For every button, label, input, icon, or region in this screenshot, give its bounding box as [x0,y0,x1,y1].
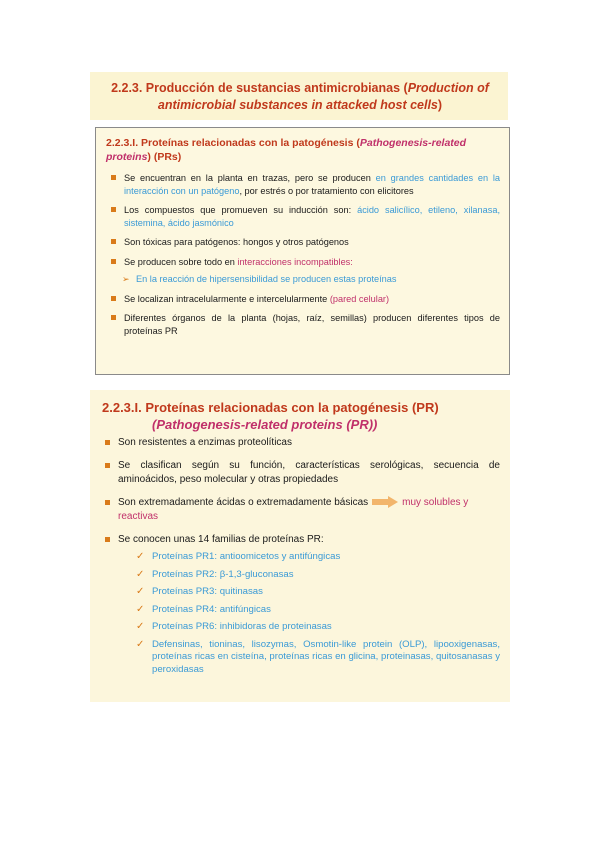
checkmark-icon: ✓ [136,586,145,597]
family-item [118,586,500,599]
square-bullet-icon [111,207,116,212]
item-text: Se clasifican según su función, características serológicas, secuencia de aminoácidos, peso molecular y otras propiedades [118,460,500,485]
item-text: Se encuentran en la planta en trazas, pero se producen [124,173,376,183]
square-bullet-icon [105,537,110,542]
item-text: Se localizan intracelularmente e intercelularmente [124,293,330,304]
list-item [110,293,500,306]
sub-list-item [110,273,500,286]
slide2-heading [102,399,502,433]
title-close: ) [437,98,443,112]
right-arrow-icon [372,496,398,508]
family-item [118,569,500,582]
slide1-bullet-list [110,172,500,344]
family-text: Defensinas, tioninas, lisozymas, Osmotin-like protein (OLP), lipooxigenasas, proteínas ricas en cisteína, proteínas ricas en glicina, proteinasas, quitosanasas y peroxidasas [152,638,500,675]
item-text: Son tóxicas para patógenos: hongos y otros patógenos [124,237,349,247]
checkmark-icon: ✓ [136,551,145,562]
list-item [110,312,500,337]
square-bullet-icon [111,296,116,301]
list-item [110,256,500,269]
item-text: Son extremadamente ácidas o extremadamente básicas [118,497,369,508]
slide1-heading [106,136,501,164]
slide-pr-proteins-2 [90,390,510,702]
family-text: Proteínas PR1: antioomicetos y antifúngicas [152,551,341,562]
square-bullet-icon [105,440,110,445]
item-text: Los compuestos que promueven su inducción son: [124,205,358,215]
checkmark-icon: ✓ [136,568,145,580]
item-text: Se producen sobre todo en [124,256,238,267]
item-highlight: interacciones incompatibles: [237,256,353,267]
item-highlight: ácido salicílico, etileno, xilanasa, sistemina, ácido jasmónico [124,205,501,228]
square-bullet-icon [111,175,116,180]
item-text: Se conocen unas 14 familias de proteínas PR: [118,534,324,545]
square-bullet-icon [111,239,116,244]
list-item [104,496,500,524]
family-item [118,621,500,634]
family-text: Proteínas PR6: inhibidoras de proteinasas [152,621,332,632]
family-text: Proteínas PR2: β-1,3-gluconasas [152,568,294,580]
list-item [104,459,500,487]
square-bullet-icon [111,259,116,264]
family-text: Proteínas PR3: quitinasas [152,586,263,597]
slide2-heading-line1: 2.2.3.I. Proteínas relacionadas con la patogénesis (PR) [102,400,439,415]
pr-families-list [118,551,500,676]
checkmark-icon: ✓ [136,621,145,632]
title-italic: Production of antimicrobial substances in attacked host cells [157,81,489,112]
title-plain: 2.2.3. Producción de sustancias antimicrobianas ( [111,81,408,95]
family-item [118,604,500,617]
item-text: Diferentes órganos de la planta (hojas, raíz, semillas) producen diferentes tipos de proteínas PR [124,313,500,336]
list-item [110,236,500,249]
checkmark-icon: ✓ [136,603,145,615]
slide1-heading-plain: 2.2.3.I. Proteínas relacionadas con la patogénesis ( [106,137,360,149]
section-title-box [90,72,508,120]
list-item [110,172,500,197]
item-highlight: (pared celular) [329,293,390,304]
family-text: Proteínas PR4: antifúngicas [152,603,271,615]
slide-pr-proteins-1 [95,127,510,375]
list-item [104,533,500,676]
family-item [118,639,500,677]
slide1-heading-italic: Pathogenesis-related proteins [106,137,467,163]
slide2-bullet-list [104,436,500,685]
list-item [104,436,500,450]
arrow-bullet-icon: ➢ [122,274,130,284]
square-bullet-icon [105,500,110,505]
family-item [118,551,500,564]
square-bullet-icon [111,315,116,320]
item-highlight: en grandes cantidades en la interacción con un patógeno [124,173,500,196]
sub-item-text: En la reacción de hipersensibilidad se producen estas proteínas [136,274,397,284]
checkmark-icon: ✓ [136,638,145,650]
item-text: Son resistentes a enzimas proteolíticas [118,437,292,448]
slide2-heading-line2: (Pathogenesis-related proteins (PR)) [152,417,378,432]
item-highlight: muy solubles y reactivas [118,497,469,522]
section-title [102,80,498,114]
list-item [110,204,500,229]
square-bullet-icon [105,463,110,468]
item-text-end: , por estrés o por tratamiento con elicitores [239,185,414,196]
slide1-heading-close: ) (PRs) [147,151,182,163]
